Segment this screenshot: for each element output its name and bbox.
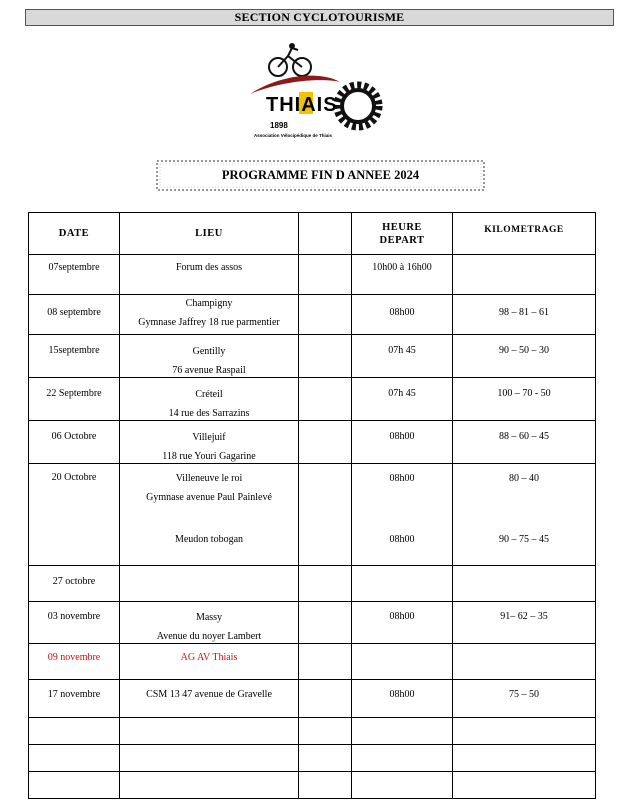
date-cell: 03 novembre bbox=[29, 602, 120, 644]
empty-row bbox=[29, 745, 596, 772]
empty-row bbox=[29, 718, 596, 745]
heure-cell: 08h00 bbox=[352, 602, 453, 644]
km-cell: 90 – 50 – 30 bbox=[453, 335, 596, 378]
table-header-row bbox=[29, 213, 596, 255]
lieu-line1: Massy bbox=[195, 612, 223, 623]
spacer-cell bbox=[299, 680, 352, 718]
table-row bbox=[29, 602, 596, 644]
logo-subtitle: Association Vélocipédique de Thiais bbox=[254, 133, 333, 138]
km-cell bbox=[453, 464, 596, 566]
spacer-cell bbox=[299, 464, 352, 566]
lieu-cell: AG AV Thiais bbox=[120, 644, 299, 680]
lieu-line1: Villejuif bbox=[192, 432, 226, 443]
date-cell: 22 Septembre bbox=[29, 378, 120, 421]
lieu-line2: Avenue du noyer Lambert bbox=[156, 631, 262, 642]
km-cell bbox=[453, 566, 596, 602]
empty-cell bbox=[453, 772, 596, 799]
program-title-box bbox=[154, 158, 487, 193]
date-cell: 08 septembre bbox=[29, 295, 120, 335]
empty-cell bbox=[29, 718, 120, 745]
date-cell: 06 Octobre bbox=[29, 421, 120, 464]
km-line2: 90 – 75 – 45 bbox=[499, 534, 549, 545]
heure-cell bbox=[352, 566, 453, 602]
table-row bbox=[29, 421, 596, 464]
lieu-cell: CSM 13 47 avenue de Gravelle bbox=[120, 680, 299, 718]
table-row bbox=[29, 464, 596, 566]
empty-cell bbox=[120, 745, 299, 772]
empty-cell bbox=[29, 745, 120, 772]
empty-row bbox=[29, 772, 596, 799]
empty-cell bbox=[299, 772, 352, 799]
heure-cell: 08h00 bbox=[352, 295, 453, 335]
heure-cell: 07h 45 bbox=[352, 335, 453, 378]
section-title: SECTION CYCLOTOURISME bbox=[25, 9, 614, 26]
lieu-line1: Villeneuve le roi bbox=[175, 473, 243, 484]
km-line1: 80 – 40 bbox=[509, 473, 539, 484]
empty-cell bbox=[299, 745, 352, 772]
heure-line2: 08h00 bbox=[389, 534, 415, 545]
lieu-line2: 118 rue Youri Gagarine bbox=[162, 451, 256, 462]
header-km: KILOMETRAGE bbox=[453, 213, 596, 255]
empty-cell bbox=[120, 772, 299, 799]
lieu-cell bbox=[120, 464, 299, 566]
lieu-line1: Champigny bbox=[185, 298, 233, 309]
lieu-cell bbox=[120, 295, 299, 335]
spacer-cell bbox=[299, 566, 352, 602]
lieu-line1: Créteil bbox=[195, 389, 223, 400]
header-heure bbox=[352, 213, 453, 255]
spacer-cell bbox=[299, 295, 352, 335]
spacer-cell bbox=[299, 644, 352, 680]
lieu-cell bbox=[120, 602, 299, 644]
km-cell bbox=[453, 644, 596, 680]
table-row bbox=[29, 566, 596, 602]
lieu-line2: Gymnase Jaffrey 18 rue parmentier bbox=[138, 317, 280, 328]
header-lieu: LIEU bbox=[120, 213, 299, 255]
km-cell: 75 – 50 bbox=[453, 680, 596, 718]
spacer-cell bbox=[299, 378, 352, 421]
spacer-cell bbox=[299, 421, 352, 464]
lieu-line2: 14 rue des Sarrazins bbox=[168, 408, 250, 419]
km-cell: 98 – 81 – 61 bbox=[453, 295, 596, 335]
spacer-cell bbox=[299, 602, 352, 644]
heure-cell: 07h 45 bbox=[352, 378, 453, 421]
empty-cell bbox=[299, 718, 352, 745]
logo-year: 1898 bbox=[270, 121, 288, 130]
table-row bbox=[29, 295, 596, 335]
schedule-table-wrap bbox=[28, 212, 596, 799]
table-row bbox=[29, 644, 596, 680]
empty-cell bbox=[352, 745, 453, 772]
table-row bbox=[29, 378, 596, 421]
date-cell: 07septembre bbox=[29, 255, 120, 295]
spacer-cell bbox=[299, 255, 352, 295]
heure-cell: 08h00 bbox=[352, 680, 453, 718]
heure-cell bbox=[352, 464, 453, 566]
logo-title: THIAIS bbox=[266, 94, 338, 116]
km-cell bbox=[453, 255, 596, 295]
date-cell: 15septembre bbox=[29, 335, 120, 378]
spacer-cell bbox=[299, 335, 352, 378]
lieu-cell bbox=[120, 335, 299, 378]
header-heure-line1: HEURE bbox=[382, 221, 422, 233]
km-cell: 88 – 60 – 45 bbox=[453, 421, 596, 464]
table-row bbox=[29, 335, 596, 378]
lieu-line2: Gymnase avenue Paul Painlevé bbox=[146, 492, 272, 503]
lieu-cell: Forum des assos bbox=[120, 255, 299, 295]
empty-cell bbox=[120, 718, 299, 745]
header-date: DATE bbox=[29, 213, 120, 255]
table-row bbox=[29, 680, 596, 718]
program-title: PROGRAMME FIN D ANNEE 2024 bbox=[221, 168, 420, 182]
table-row bbox=[29, 255, 596, 295]
heure-cell bbox=[352, 644, 453, 680]
empty-cell bbox=[29, 772, 120, 799]
lieu-cell bbox=[120, 421, 299, 464]
date-cell: 09 novembre bbox=[29, 644, 120, 680]
date-cell: 27 octobre bbox=[29, 566, 120, 602]
km-cell: 91– 62 – 35 bbox=[453, 602, 596, 644]
heure-cell: 10h00 à 16h00 bbox=[352, 255, 453, 295]
km-cell: 100 – 70 - 50 bbox=[453, 378, 596, 421]
heure-line1: 08h00 bbox=[389, 473, 415, 484]
empty-cell bbox=[453, 745, 596, 772]
date-cell: 20 Octobre bbox=[29, 464, 120, 566]
heure-cell: 08h00 bbox=[352, 421, 453, 464]
empty-cell bbox=[352, 718, 453, 745]
empty-cell bbox=[453, 718, 596, 745]
date-cell: 17 novembre bbox=[29, 680, 120, 718]
lieu-cell bbox=[120, 378, 299, 421]
lieu-line3: Meudon tobogan bbox=[174, 534, 244, 545]
lieu-line1: Gentilly bbox=[192, 346, 226, 357]
empty-cell bbox=[352, 772, 453, 799]
lieu-cell bbox=[120, 566, 299, 602]
lieu-line2: 76 avenue Raspail bbox=[172, 365, 246, 376]
header-spacer bbox=[299, 213, 352, 255]
schedule-table bbox=[28, 212, 596, 799]
header-heure-line2: DEPART bbox=[379, 234, 425, 246]
